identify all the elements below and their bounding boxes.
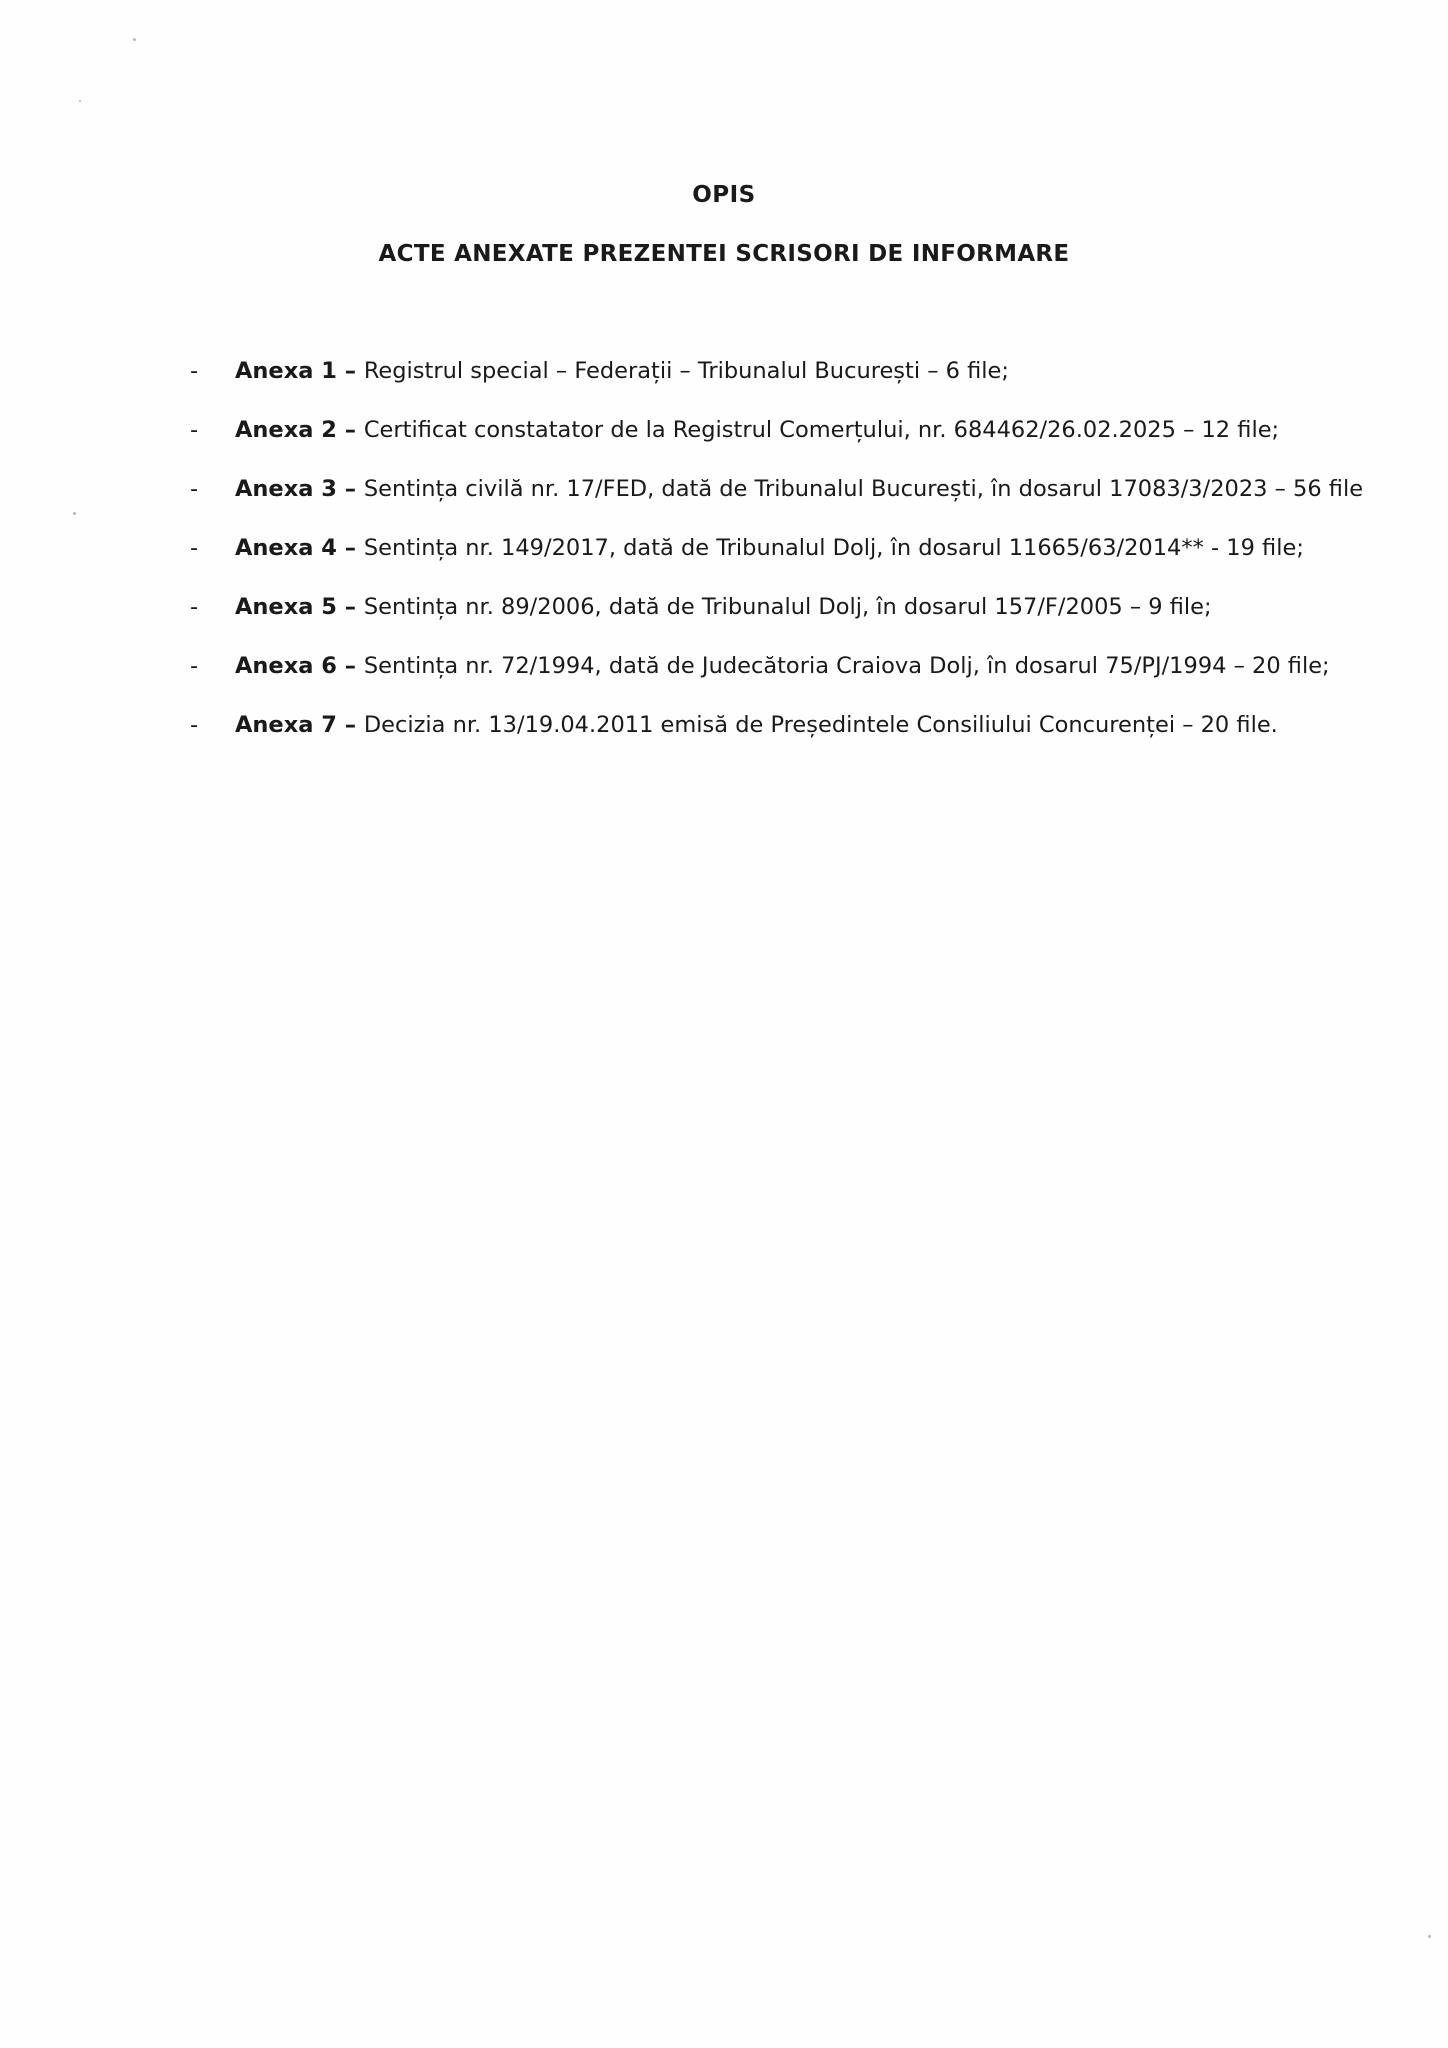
annex-separator: – xyxy=(336,417,364,443)
page-title: OPIS xyxy=(692,182,756,208)
annex-entry xyxy=(235,533,1304,563)
annex-label: Anexa 1 xyxy=(235,358,337,384)
list-bullet: - xyxy=(190,476,199,502)
list-item xyxy=(190,651,1390,710)
annex-separator: – xyxy=(336,712,364,738)
annex-description: Sentința nr. 72/1994, dată de Judecătoria Craiova Dolj, în dosarul 75/PJ/1994 – 20 file; xyxy=(363,653,1330,679)
annex-label: Anexa 6 xyxy=(235,653,337,679)
annex-description: Sentința nr. 89/2006, dată de Tribunalul Dolj, în dosarul 157/F/2005 – 9 file; xyxy=(363,594,1212,620)
annex-separator: – xyxy=(336,653,364,679)
scan-speck xyxy=(133,38,136,41)
list-item xyxy=(190,474,1390,533)
annex-entry xyxy=(235,710,1278,740)
annex-label: Anexa 7 xyxy=(235,712,337,738)
annex-list xyxy=(190,356,1390,769)
annex-entry xyxy=(235,651,1330,681)
scan-speck xyxy=(79,100,81,102)
annex-entry xyxy=(235,415,1279,445)
annex-entry xyxy=(235,592,1212,622)
annex-description: Sentința nr. 149/2017, dată de Tribunalul Dolj, în dosarul 11665/63/2014** - 19 file; xyxy=(363,535,1304,561)
list-item xyxy=(190,592,1390,651)
annex-entry xyxy=(235,356,1009,386)
annex-description: Decizia nr. 13/19.04.2011 emisă de Președintele Consiliului Concurenței – 20 file. xyxy=(363,712,1278,738)
annex-label: Anexa 2 xyxy=(235,417,337,443)
page-subtitle: ACTE ANEXATE PREZENTEI SCRISORI DE INFORMARE xyxy=(378,241,1070,267)
annex-description: Sentința civilă nr. 17/FED, dată de Tribunalul București, în dosarul 17083/3/2023 – 56 file xyxy=(363,476,1364,502)
scan-speck xyxy=(1428,1935,1431,1938)
annex-separator: – xyxy=(336,476,364,502)
annex-entry xyxy=(235,474,1363,504)
annex-label: Anexa 4 xyxy=(235,535,337,561)
annex-separator: – xyxy=(336,594,364,620)
annex-description: Registrul special – Federații – Tribunalul București – 6 file; xyxy=(363,358,1009,384)
annex-label: Anexa 3 xyxy=(235,476,337,502)
list-bullet: - xyxy=(190,653,199,679)
list-bullet: - xyxy=(190,535,199,561)
annex-separator: – xyxy=(336,535,364,561)
list-bullet: - xyxy=(190,358,199,384)
list-bullet: - xyxy=(190,712,199,738)
list-bullet: - xyxy=(190,594,199,620)
scan-speck xyxy=(73,512,76,515)
list-bullet: - xyxy=(190,417,199,443)
list-item xyxy=(190,533,1390,592)
list-item xyxy=(190,415,1390,474)
annex-description: Certificat constatator de la Registrul Comerțului, nr. 684462/26.02.2025 – 12 file; xyxy=(363,417,1280,443)
annex-label: Anexa 5 xyxy=(235,594,337,620)
annex-separator: – xyxy=(336,358,364,384)
list-item xyxy=(190,710,1390,769)
list-item xyxy=(190,356,1390,415)
